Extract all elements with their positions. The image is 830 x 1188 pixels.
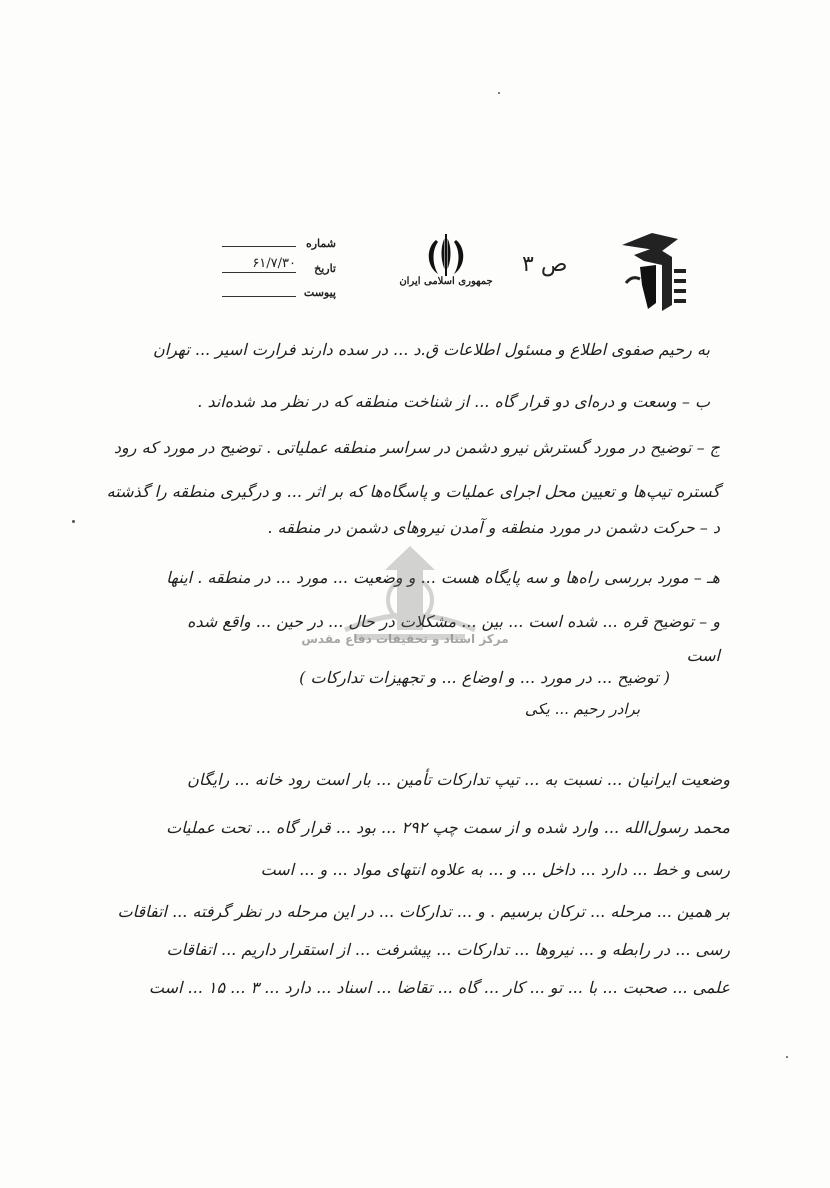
body-line-3: ج – توضیح در مورد گسترش نیرو دشمن در سراسر منطقه عملیاتی . توضیح در مورد که رود [113, 438, 720, 457]
body-line-12: بر همین ... مرحله ... ترکان برسیم . و ... تدارکات ... در این مرحله در نظر گرفته ... اتفاقات [117, 902, 730, 921]
emblem-caption: جمهوری اسلامی ایران [399, 276, 493, 287]
scan-speck [786, 1056, 788, 1058]
number-line [222, 246, 296, 247]
scan-speck [498, 92, 500, 94]
body-line-6: هـ – مورد بررسی راه‌ها و سه پایگاه هست ... و وضعیت ... مورد ... در منطقه . اینها [166, 568, 720, 587]
attachment-line [222, 296, 296, 297]
body-signature: برادر رحیم ... یکی [524, 700, 640, 718]
date-line [222, 272, 296, 273]
body-line-14: علمی ... صحبت ... با ... تو ... کار ... گاه ... تقاضا ... اسناد ... دارد ... ۳ ... ۱۵ ... است [148, 978, 730, 997]
body-line-13: رسی ... در رابطه و ... نیروها ... تدارکات ... پیشرفت ... از استقرار داریم ... اتفاقات [166, 940, 730, 959]
body-line-7: و – توضیح قره‌ ... شده است ... بین ... مشکلات در حال ... در حین ... واقع شده [187, 612, 720, 631]
page-number: ص ۳ [522, 252, 568, 277]
body-line-1: به رحیم صفوی اطلاع و مسئول اطلاعات ق.د ... در سده دارند فرارت اسیر ... تهران [152, 340, 710, 359]
body-line-5: د – حرکت دشمن در مورد منطقه و آمدن نیروهای دشمن در منطقه . [267, 518, 720, 537]
body-line-9: وضعیت ایرانیان ... نسبت به ... تیپ تدارکات تأمین ... بار است رود خانه ... رایگان [187, 770, 730, 789]
body-line-11: رسی و خط ... دارد ... داخل ... و ... به علاوه انتهای مواد ... و ... است [260, 860, 730, 879]
watermark-text: مرکز اسناد و تحقیقات دفاع مقدس [301, 632, 509, 646]
body-line-8: است [686, 646, 720, 665]
organization-logo-icon [612, 225, 692, 315]
date-label: تاریخ [314, 262, 336, 275]
body-note: ( توضیح ... در مورد ... و اوضاع ... و تجهیزات تدارکات ) [299, 668, 670, 687]
scan-speck [72, 520, 75, 523]
body-line-2: ب – وسعت و دره‌ای دو قرار گاه ... از شناخت منطقه که در نظر مد شده‌اند . [197, 392, 710, 411]
body-line-4: گستره تیپ‌ها و تعیین محل اجرای عملیات و پاسگاه‌ها که بر اثر ... و درگیری منطقه را گذشته [106, 482, 720, 501]
number-label: شماره [305, 237, 336, 250]
body-line-10: محمد رسول‌الله ... وارد شده و از سمت چپ ۲۹۲ ... بود ... قرار گاه ... تحت عملیات [166, 818, 730, 837]
attachment-label: پیوست [303, 286, 336, 299]
iran-emblem-icon [418, 232, 474, 278]
date-value: ۶۱/۷/۳۰ [252, 256, 296, 271]
